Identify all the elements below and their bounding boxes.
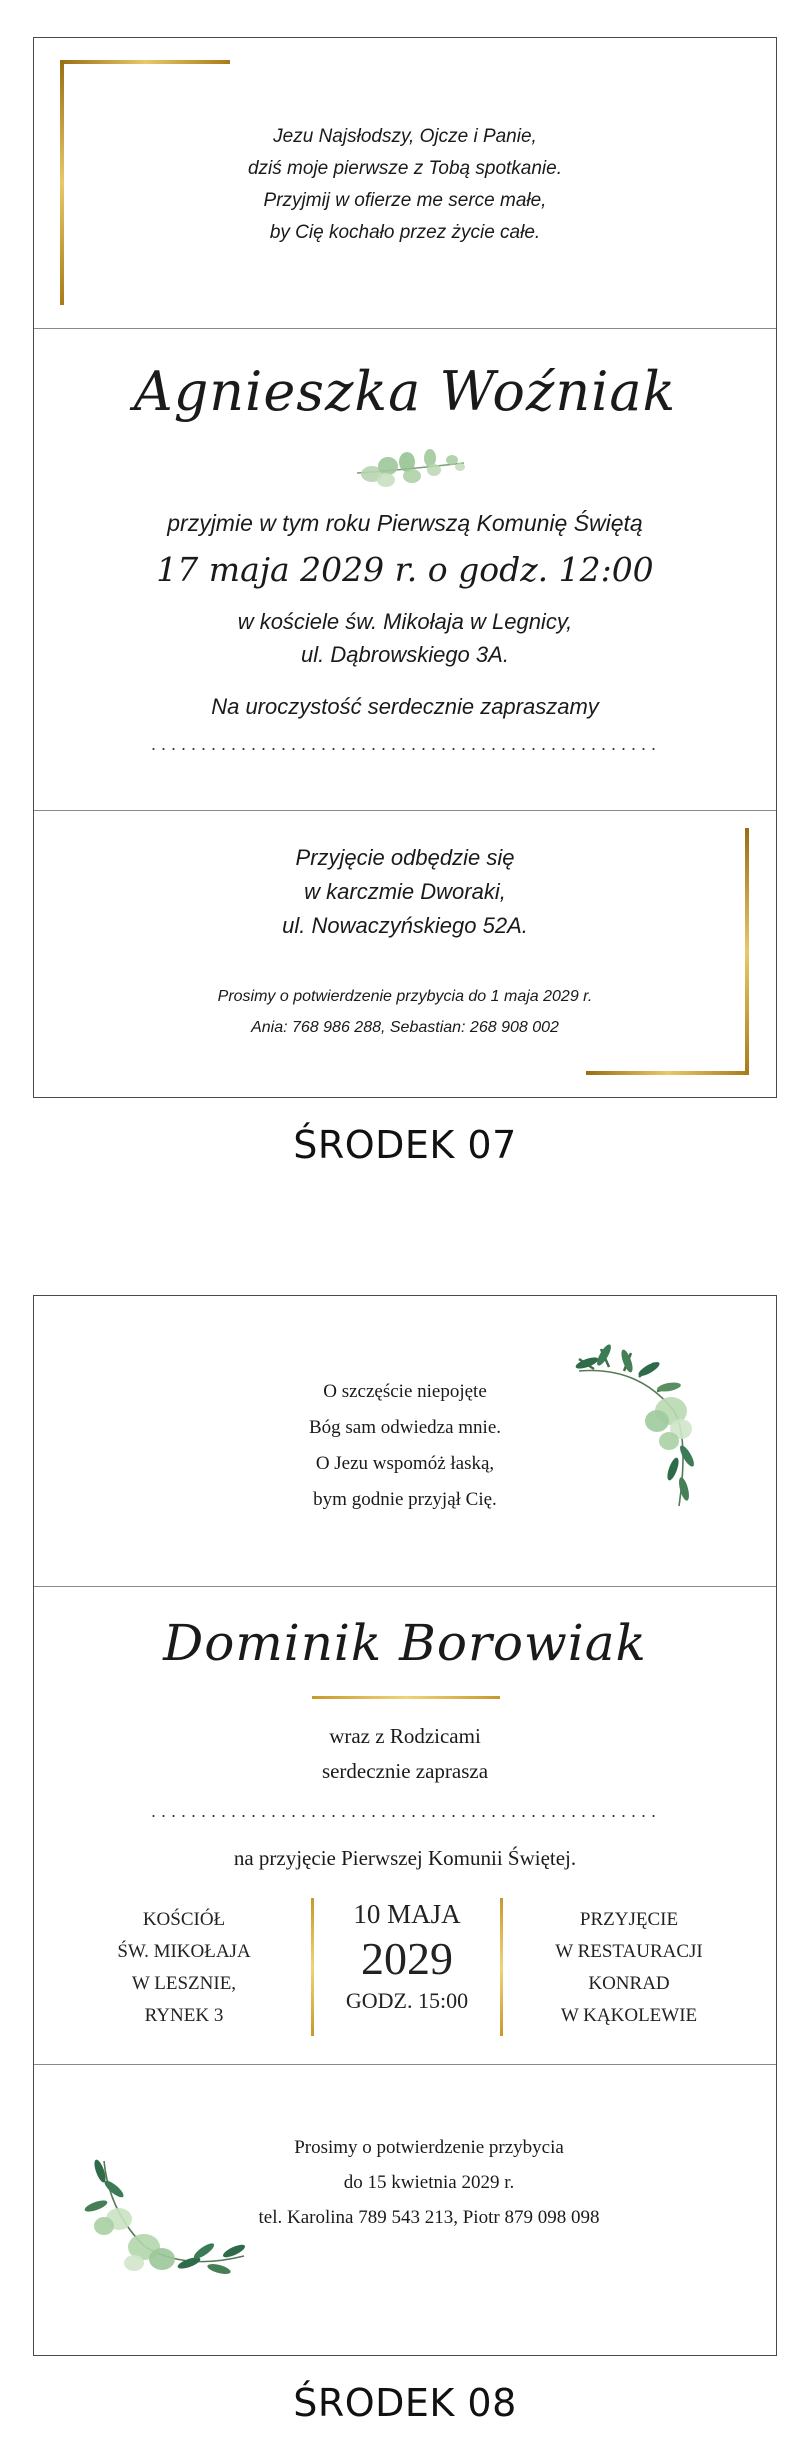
prayer-line: by Cię kochało przez życie całe.: [269, 222, 541, 243]
rsvp-line: tel. Karolina 789 543 213, Piotr 879 098 098: [258, 2207, 600, 2228]
invite-line: Na uroczystość serdecznie zapraszamy: [211, 694, 599, 719]
rsvp-line-1: Prosimy o potwierdzenie przybycia do 1 maja 2029 r.: [217, 988, 593, 1005]
date-time: GODZ. 15:00: [345, 1988, 469, 2013]
section-divider: [34, 1586, 776, 1587]
prayer-line: Jezu Najsłodszy, Ojcze i Panie,: [273, 126, 537, 147]
poem-line: Bóg sam odwiedza mnie.: [308, 1417, 502, 1438]
invites-line: serdecznie zaprasza: [321, 1759, 489, 1783]
gold-frame-bottom: [586, 1071, 749, 1075]
date-column: [317, 1896, 497, 2016]
gold-column-rule-right: [500, 1898, 503, 2036]
poem-line: O Jezu wspomóż łaską,: [315, 1453, 495, 1474]
child-name: Dominik Borowiak: [163, 1614, 647, 1672]
church-line-2: ul. Dąbrowskiego 3A.: [301, 642, 509, 667]
date-day-month: 10 MAJA: [353, 1899, 461, 1929]
section-divider: [34, 810, 776, 811]
rsvp-line: Prosimy o potwierdzenie przybycia: [294, 2137, 564, 2158]
occasion-line: na przyjęcie Pierwszej Komunii Świętej.: [233, 1846, 577, 1870]
child-name: Agnieszka Woźniak: [133, 360, 677, 423]
poem-line: bym godnie przyjął Cię.: [313, 1489, 497, 1510]
church-line-1: w kościele św. Mikołaja w Legnicy,: [237, 609, 573, 634]
gold-column-rule-left: [311, 1898, 314, 2036]
church-line: KOŚCIÓŁ: [142, 1909, 226, 1930]
rsvp-line: do 15 kwietnia 2029 r.: [343, 2172, 515, 2193]
prayer-text: [34, 121, 776, 249]
prayer-line: dziś moje pierwsze z Tobą spotkanie.: [247, 158, 562, 179]
communion-line: przyjmie w tym roku Pierwszą Komunię Świętą: [167, 510, 643, 536]
invitation-card-08: [33, 1295, 777, 2356]
eucalyptus-sprig-icon: [352, 438, 472, 493]
product-caption-07: ŚRODEK 07: [293, 1123, 517, 1167]
gold-underline: [312, 1696, 500, 1699]
product-caption-08: ŚRODEK 08: [293, 2381, 517, 2425]
gold-frame-top: [60, 60, 230, 64]
reception-column: [534, 1904, 724, 2032]
poem-line: O szczęście niepojęte: [323, 1381, 487, 1402]
with-parents: wraz z Rodzicami: [329, 1724, 481, 1748]
eucalyptus-branch-icon: [74, 2151, 254, 2291]
reception-line: PRZYJĘCIE: [579, 1909, 679, 1930]
rsvp-block: [184, 2130, 674, 2235]
section-divider: [34, 328, 776, 329]
section-divider: [34, 2064, 776, 2065]
event-date: 17 maja 2029 r. o godz. 12:00: [156, 550, 654, 589]
reception-line: w karczmie Dworaki,: [304, 879, 506, 904]
church-line: W LESZNIE,: [131, 1973, 237, 1994]
signature-dots: ...................................................: [150, 734, 662, 754]
church-line: RYNEK 3: [144, 2005, 224, 2026]
invitation-card-07: [33, 37, 777, 1098]
reception-line: Przyjęcie odbędzie się: [295, 845, 515, 870]
prayer-line: Przyjmij w ofierze me serce małe,: [263, 190, 547, 211]
guest-dots: ...................................................: [150, 1801, 662, 1821]
reception-info: [34, 841, 776, 943]
eucalyptus-branch-icon: [569, 1341, 719, 1511]
reception-line: W KĄKOLEWIE: [560, 2005, 698, 2026]
date-year: 2029: [361, 1933, 453, 1984]
reception-line: ul. Nowaczyńskiego 52A.: [282, 913, 528, 938]
gold-frame-right: [745, 828, 749, 1075]
reception-line: KONRAD: [588, 1973, 670, 1994]
rsvp-line-2: Ania: 768 986 288, Sebastian: 268 908 002: [251, 1019, 559, 1036]
reception-line: W RESTAURACJI: [555, 1941, 703, 1962]
church-column: [94, 1904, 274, 2032]
church-line: ŚW. MIKOŁAJA: [117, 1941, 251, 1962]
